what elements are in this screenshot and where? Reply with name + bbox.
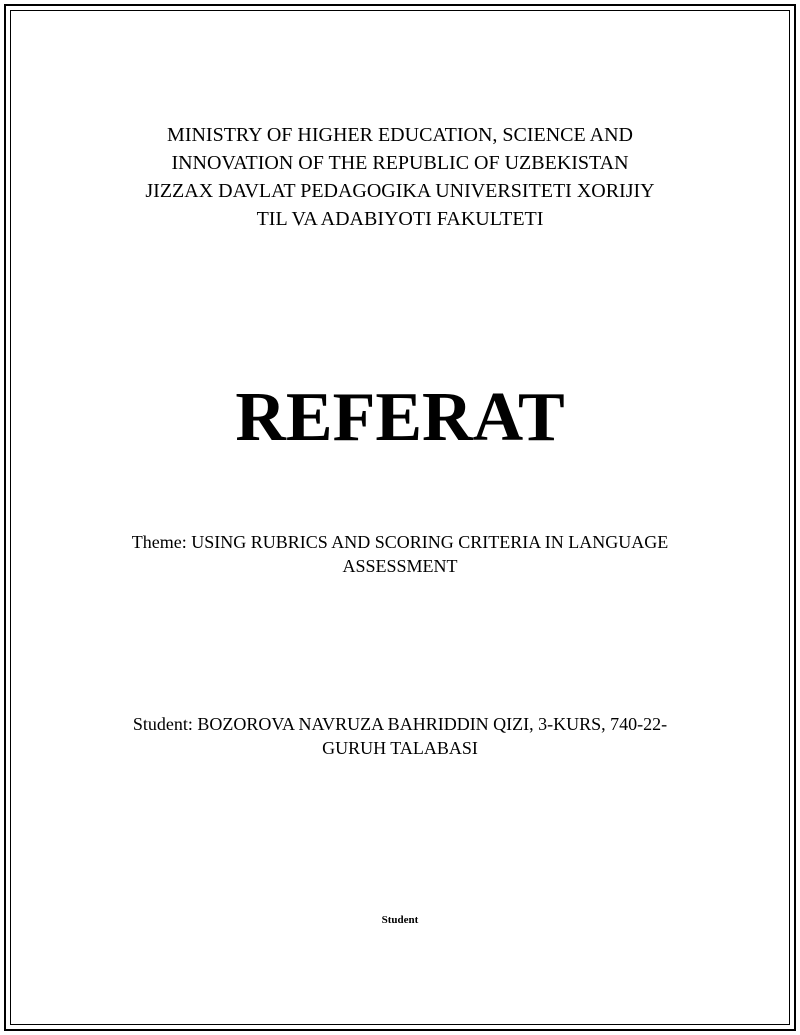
student-block (0, 712, 800, 760)
student-line: Student: BOZOROVA NAVRUZA BAHRIDDIN QIZI, 3-KURS, 740-22- (132, 714, 668, 734)
document-title: REFERAT (235, 379, 565, 456)
institution-header (0, 121, 800, 233)
theme-line: ASSESSMENT (342, 556, 458, 576)
institution-header-line: INNOVATION OF THE REPUBLIC OF UZBEKISTAN (171, 152, 629, 174)
institution-header-line: MINISTRY OF HIGHER EDUCATION, SCIENCE AND (167, 124, 633, 146)
student-line: GURUH TALABASI (322, 738, 478, 758)
institution-header-line: TIL VA ADABIYOTI FAKULTETI (256, 208, 544, 230)
theme-block (0, 530, 800, 578)
theme-line: Theme: USING RUBRICS AND SCORING CRITERIA IN LANGUAGE (131, 532, 669, 552)
footer-student-label: Student (381, 914, 419, 926)
institution-header-line: JIZZAX DAVLAT PEDAGOGIKA UNIVERSITETI XORIJIY (145, 180, 655, 202)
